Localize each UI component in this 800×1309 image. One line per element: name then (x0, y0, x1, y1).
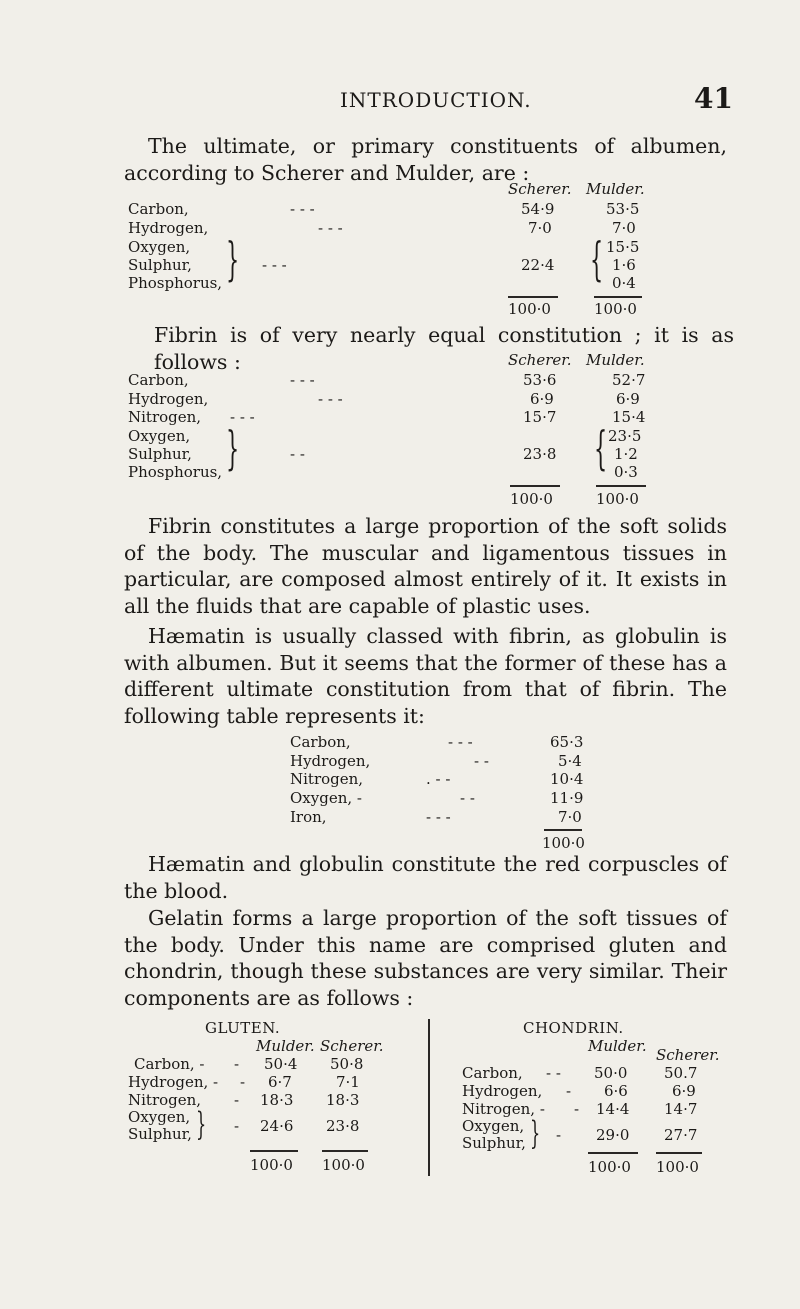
chondrin-total-rule (656, 1152, 702, 1154)
chondrin-group-scherer: 27·7 (664, 1126, 698, 1144)
albumen-total-mulder: 100·0 (594, 300, 637, 318)
gluten-group-dots: - (234, 1117, 240, 1135)
haematin-row-name: Nitrogen, (290, 770, 364, 788)
albumen-row-name: Carbon, (128, 200, 189, 218)
fibrin-row-name: Hydrogen, (128, 390, 209, 408)
albumen-col-scherer: Scherer. (508, 180, 572, 198)
fibrin-group-mulder: 23·5 (608, 427, 642, 445)
albumen-total-scherer: 100·0 (508, 300, 551, 318)
haematin-row-value: 65·3 (550, 733, 584, 751)
chondrin-group-mulder: 29·0 (596, 1126, 630, 1144)
haematin-row-value: 7·0 (558, 808, 582, 826)
fibrin-col-mulder: Mulder. (586, 351, 645, 369)
chondrin-row-scherer: 50.7 (664, 1064, 698, 1082)
chondrin-row-name: Carbon, (462, 1064, 523, 1082)
fibrin-col-scherer: Scherer. (508, 351, 572, 369)
running-title: INTRODUCTION. (340, 88, 532, 112)
fibrin-row-dots: - - - (230, 408, 255, 426)
chondrin-group-name: Oxygen, (462, 1117, 525, 1135)
fibrin-row-scherer: 53·6 (523, 371, 557, 389)
gluten-row-name: Hydrogen, - (128, 1073, 219, 1091)
albumen-row-mulder: 53·5 (606, 200, 640, 218)
albumen-group-mulder: 1·6 (612, 256, 636, 274)
gluten-total-scherer: 100·0 (322, 1156, 365, 1174)
chondrin-row-scherer: 14·7 (664, 1100, 698, 1118)
gluten-total-rule (322, 1150, 368, 1152)
albumen-row-scherer: 54·9 (521, 200, 555, 218)
fibrin-group-name: Oxygen, (128, 427, 191, 445)
gluten-row-dots: - (240, 1073, 246, 1091)
fibrin-total-rule (510, 485, 560, 487)
haematin-row-name: Carbon, (290, 733, 351, 751)
haematin-total-rule (544, 829, 582, 831)
paragraph-fibrin-body: Fibrin constitutes a large proportion of the soft solids of the body. The muscular and ligamentous tissues in particular, are composed almost entirely of it. It exists in all the fluids that are capable of plastic uses. (124, 514, 727, 618)
gluten-row-mulder: 50·4 (264, 1055, 298, 1073)
gluten-row-mulder: 18·3 (260, 1091, 294, 1109)
haematin-row-name: Oxygen, - (290, 789, 362, 807)
gluten-row-dots: - (234, 1055, 240, 1073)
albumen-group-name: Oxygen, (128, 238, 191, 256)
albumen-row-mulder: 7·0 (612, 219, 636, 237)
fibrin-group-mulder: 1·2 (614, 445, 638, 463)
chondrin-col-mulder: Mulder. (588, 1037, 647, 1055)
haematin-row-dots: - - - (426, 808, 451, 826)
fibrin-row-dots: - - - (318, 390, 343, 408)
gluten-row-scherer: 50·8 (330, 1055, 364, 1073)
fibrin-row-dots: - - - (290, 371, 315, 389)
chondrin-row-dots: - - (546, 1064, 561, 1082)
table-divider (428, 1019, 430, 1176)
gluten-row-name: Carbon, - (134, 1055, 205, 1073)
gluten-row-mulder: 6·7 (268, 1073, 292, 1091)
haematin-row-dots: - - (460, 789, 475, 807)
haematin-row-value: 5·4 (558, 752, 582, 770)
haematin-row-value: 11·9 (550, 789, 584, 807)
chondrin-row-mulder: 6·6 (604, 1082, 628, 1100)
albumen-row-dots: - - - (318, 219, 343, 237)
right-brace-icon: } (226, 421, 240, 475)
albumen-row-scherer: 7·0 (528, 219, 552, 237)
chondrin-row-mulder: 14·4 (596, 1100, 630, 1118)
gluten-col-mulder: Mulder. (256, 1037, 315, 1055)
haematin-total: 100·0 (542, 834, 585, 852)
albumen-group-scherer: 22·4 (521, 256, 555, 274)
albumen-group-mulder: 15·5 (606, 238, 640, 256)
chondrin-row-mulder: 50·0 (594, 1064, 628, 1082)
gluten-total-rule (250, 1150, 298, 1152)
haematin-row-dots: - - - (448, 733, 473, 751)
chondrin-row-name: Hydrogen, (462, 1082, 543, 1100)
gluten-row-scherer: 18·3 (326, 1091, 360, 1109)
left-brace-icon: { (594, 421, 608, 475)
albumen-group-mulder: 0·4 (612, 274, 636, 292)
chondrin-group-name: Sulphur, (462, 1134, 526, 1152)
albumen-total-rule (594, 296, 642, 298)
chondrin-title: CHONDRIN. (523, 1019, 624, 1037)
chondrin-row-dots: - (566, 1082, 572, 1100)
chondrin-total-rule (588, 1152, 638, 1154)
paragraph-haematin-intro: Hæmatin is usually classed with fibrin, as globulin is with albumen. But it seems that the former of these has a different ultimate constitution from that of fibrin. The following table represents it: (124, 624, 727, 728)
page-number: 41 (694, 82, 733, 115)
fibrin-row-mulder: 6·9 (616, 390, 640, 408)
gluten-title: GLUTEN. (205, 1019, 281, 1037)
haematin-row-name: Iron, (290, 808, 327, 826)
fibrin-group-mulder: 0·3 (614, 463, 638, 481)
albumen-total-rule (508, 296, 558, 298)
chondrin-col-scherer: Scherer. (656, 1046, 720, 1064)
paragraph-red-corpuscles: Hæmatin and globulin constitute the red corpuscles of the blood. (124, 852, 727, 903)
gluten-total-mulder: 100·0 (250, 1156, 293, 1174)
gluten-row-dots: - (234, 1091, 240, 1109)
haematin-row-value: 10·4 (550, 770, 584, 788)
albumen-col-mulder: Mulder. (586, 180, 645, 198)
paragraph-fibrin-intro: Fibrin is of very nearly equal constitution ; it is as follows : (154, 323, 734, 374)
gluten-col-scherer: Scherer. (320, 1037, 384, 1055)
chondrin-total-scherer: 100·0 (656, 1158, 699, 1176)
paragraph-gelatin: Gelatin forms a large proportion of the soft tissues of the body. Under this name are comprised gluten and chondrin, though these substances are very similar. Their components are as follows : (124, 906, 727, 1010)
gluten-group-scherer: 23·8 (326, 1117, 360, 1135)
chondrin-total-mulder: 100·0 (588, 1158, 631, 1176)
left-brace-icon: { (590, 232, 604, 286)
right-brace-icon: } (530, 1114, 541, 1152)
chondrin-row-name: Nitrogen, - (462, 1100, 545, 1118)
fibrin-group-scherer: 23·8 (523, 445, 557, 463)
fibrin-row-mulder: 15·4 (612, 408, 646, 426)
albumen-group-name: Sulphur, (128, 256, 192, 274)
fibrin-group-dots: - - (290, 445, 305, 463)
paragraph-albumen-intro: The ultimate, or primary constituents of albumen, according to Scherer and Mulder, are : (124, 134, 727, 185)
fibrin-group-name: Phosphorus, (128, 463, 223, 481)
fibrin-row-scherer: 6·9 (530, 390, 554, 408)
fibrin-row-mulder: 52·7 (612, 371, 646, 389)
haematin-row-dots: . - - (426, 770, 451, 788)
fibrin-group-name: Sulphur, (128, 445, 192, 463)
fibrin-row-name: Nitrogen, (128, 408, 202, 426)
albumen-row-dots: - - - (290, 200, 315, 218)
chondrin-group-dots: - (556, 1126, 562, 1144)
chondrin-row-dots: - (574, 1100, 580, 1118)
right-brace-icon: } (196, 1105, 207, 1143)
fibrin-total-scherer: 100·0 (510, 490, 553, 508)
albumen-row-name: Hydrogen, (128, 219, 209, 237)
fibrin-row-scherer: 15·7 (523, 408, 557, 426)
fibrin-total-rule (596, 485, 646, 487)
gluten-group-mulder: 24·6 (260, 1117, 294, 1135)
haematin-row-name: Hydrogen, (290, 752, 371, 770)
albumen-group-dots: - - - (262, 256, 287, 274)
right-brace-icon: } (226, 232, 240, 286)
fibrin-row-name: Carbon, (128, 371, 189, 389)
chondrin-row-scherer: 6·9 (672, 1082, 696, 1100)
gluten-group-name: Sulphur, (128, 1125, 192, 1143)
albumen-group-name: Phosphorus, (128, 274, 223, 292)
gluten-row-scherer: 7·1 (336, 1073, 360, 1091)
gluten-row-name: Nitrogen, (128, 1091, 202, 1109)
fibrin-total-mulder: 100·0 (596, 490, 639, 508)
gluten-group-name: Oxygen, (128, 1108, 191, 1126)
haematin-row-dots: - - (474, 752, 489, 770)
